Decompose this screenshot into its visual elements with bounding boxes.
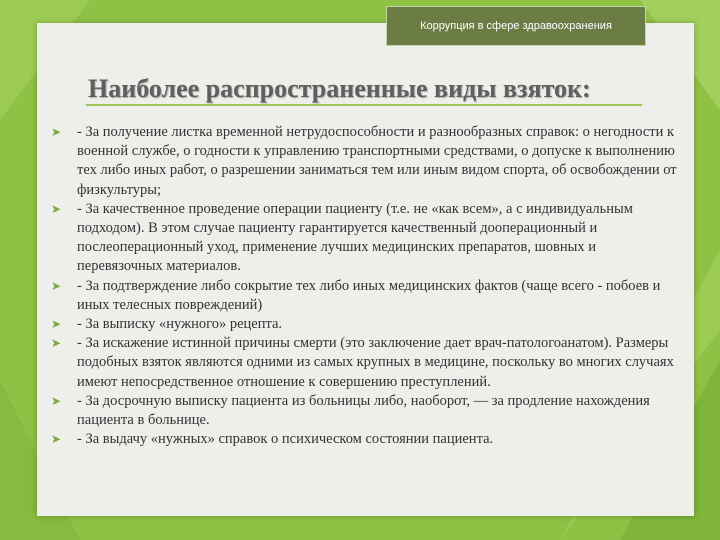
bullet-text: - За досрочную выписку пациента из больницы либо, наоборот, — за продление нахождения пациента в больнице. (77, 392, 650, 429)
bullet-text: - За подтверждение либо сокрытие тех либо иных медицинских фактов (чаще всего - побоев и иных телесных повреждений) (77, 277, 661, 313)
title-underline (86, 104, 642, 106)
header-title: Коррупция в сфере здравоохранения (420, 20, 612, 32)
arrow-bullet-icon: ➤ (51, 125, 62, 139)
bullet-item (51, 277, 679, 315)
arrow-bullet-icon: ➤ (51, 201, 62, 216)
bullet-text: - За получение листка временной нетрудоспособности и разнообразных справок: о негодности к военной службе, о годности к управлению транспортными средствами, о допуске к выполнению тех либо иных работ, о разрешении заниматься тем или иным видом спорта, об освобождении от физкультуры; (77, 124, 677, 198)
arrow-bullet-icon: ➤ (51, 317, 62, 332)
bullet-item (51, 334, 679, 392)
arrow-bullet-icon: ➤ (51, 278, 62, 293)
bullet-item (51, 430, 679, 449)
bullet-list (51, 123, 679, 449)
bullet-text: - За искажение истинной причины смерти (это заключение дает врач-патологоанатом). Размеры подобных взяток являются одними из самых крупных в медицине, поскольку во многих случаях имеют непосредственное отношение к совершению преступлений. (77, 335, 674, 390)
header-bar (386, 6, 646, 46)
bullet-item (51, 315, 679, 334)
slide-title: Наиболее распространенные виды взяток: (88, 74, 591, 103)
arrow-bullet-icon: ➤ (51, 336, 62, 351)
bullet-text: - За качественное проведение операции пациенту (т.е. не «как всем», а с индивидуальным подходом). В этом случае пациенту гарантируется качественный дооперационный и послеоперационный уход, применение лучших медицинских препаратов, шовных и перевязочных материалов. (77, 200, 633, 275)
bullet-item (51, 200, 679, 277)
bullet-text: - За выдачу «нужных» справок о психическом состоянии пациента. (77, 431, 494, 448)
bullet-item (51, 123, 679, 200)
arrow-bullet-icon: ➤ (51, 393, 62, 408)
bullet-text: - За выписку «нужного» рецепта. (77, 316, 283, 333)
bullet-item (51, 392, 679, 430)
arrow-bullet-icon: ➤ (51, 432, 62, 447)
